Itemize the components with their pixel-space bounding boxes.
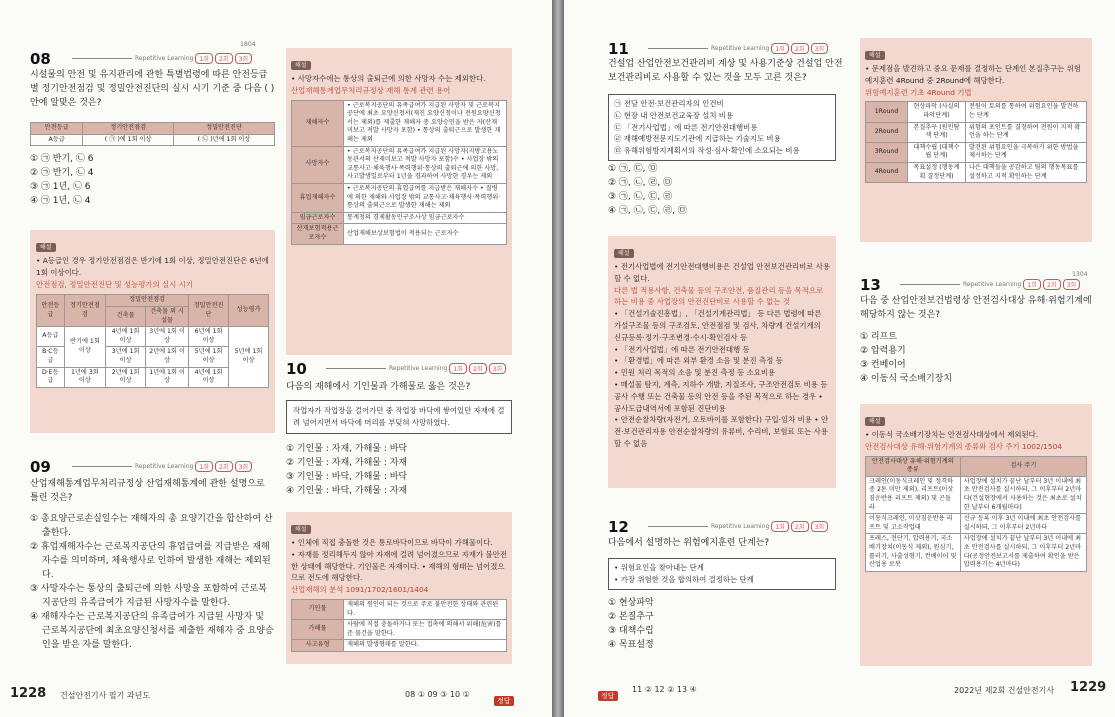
q12-explanation: 해설 • 문제점을 발견하고 중요 문제를 결정하는 단계인 본질추구는 위험예지훈련 4Round 중 2Round에 해당한다. 위험예지훈련 기초 4Round 기법 1Round 현상파악 (사실의 파악단계) 전원이 토의를 통하여 위험요인을 발견하는 단계 2Round 본질추구 (원인탐색 단계) 위험의 포인트를 결정하여 전원이 지적 확인을 하는 단계 3Round 대책수립 (대책수립 단계) 발견된 위험요인을 극복하기 위한 방법을 제시하는 단계 4Round 목표설정 (행동계획 결정단계) 나은 대책들을 공감하고 팀의 행동목표를 설정하고 지적 확인하는 단계	[860, 38, 1092, 242]
q12-number: 12	[608, 518, 629, 536]
q10-question: 다음의 재해에서 기인물과 가해물로 옳은 것은?	[286, 382, 471, 392]
left-page-number: 1228	[10, 686, 47, 701]
q8-period-table: 안전등급 정기안전점검 정밀안전점검 정밀안전진단 성능평가 건축물 건축물 외 시설물 A등급 반기에 1회 이상 4년에 1회 이상 3년에 1회 이상 6년에 1회 이상 5년에 1회 이상 B·C등급 3년에 1회 이상 2년에 1회 이상 5년에 1회 이상 D·E등급 1년에 3회 이상 2년에 1회 이상 1년에 1회 이상 4년에 1회 이상	[36, 294, 269, 387]
option[interactable]: ③ ㉠, ㉡, ㉢, ㉣	[608, 192, 673, 202]
option[interactable]: ② 압력용기	[860, 346, 906, 356]
option[interactable]: ① ㉠ 반기, ㉡ 6	[30, 154, 94, 164]
option[interactable]: ③ 사망자수는 통상의 출퇴근에 의한 사망을 포함하여 근로복지공단의 유족급여가 지급된 사망자수를 말한다.	[30, 584, 267, 608]
option[interactable]: ② 휴업재해자수는 근로복지공단의 휴업급여를 지급받은 재해자수를 의미하며, 체육행사로 인하여 발생한 재해는 제외된다.	[30, 542, 271, 580]
option[interactable]: ① ㉠, ㉢, ㉤	[608, 164, 658, 174]
option[interactable]: ③ 컨베이어	[860, 360, 906, 370]
q8-number: 08	[30, 50, 51, 68]
answer-tag: 정답	[494, 688, 514, 707]
option[interactable]: ④ 이동식 국소배기장치	[860, 374, 953, 384]
q10-repetitive: Repetitive Learning 1회 2회 3회	[326, 363, 506, 374]
q9-terms-table: 재해자수 • 근로복지공단의 유족급여가 지급된 사망자 및 근로복지공단에 최초 요양신청서(재진 요양신청이나 전원요양신청서는 제외)를 제출한 재해자 중 요양승인을 받은 자(산재미보고 적발 사망자 포함) • 통상의 출퇴근으로 발생한 재해는 제외 사망자수 • 근로복지공단의 유족급여가 지급된 사망자(지방고용노동관서의 산재미보고 적발 사망자 포함)수 • 사업장 밖의 교통사고·체육행사·폭력행위·통상의 출퇴근에 의한 사망, 사고발생일로부터 1년을 경과하여 사망한 경우는 제외 휴업재해자수 • 근로복지공단의 휴업급여를 지급받은 재해자수 • 질병에 의한 재해와 사업장 밖의 교통사고·체육행사·폭력행위·통상의 출퇴근으로 발생한 재해는 제외 임금근로자수 통계청의 경제활동인구조사상 임금근로자수 산재보험적용근로자수 산업재해보상보험법이 적용되는 근로자수	[291, 100, 507, 245]
right-page-number: 1229	[1070, 680, 1107, 695]
q12-4round-table: 1Round 현상파악 (사실의 파악단계) 전원이 토의를 통하여 위험요인을 발견하는 단계 2Round 본질추구 (원인탐색 단계) 위험의 포인트를 결정하여 전원이 지적 확인을 하는 단계 3Round 대책수립 (대책수립 단계) 발견된 위험요인을 극복하기 위한 방법을 제시하는 단계 4Round 목표설정 (행동계획 결정단계) 나은 대책들을 공감하고 팀의 행동목표를 설정하고 지적 확인하는 단계	[865, 101, 1087, 183]
left-book-title: 건설안전기사 필기 과년도	[60, 691, 151, 700]
option[interactable]: ④ 목표설정	[608, 640, 654, 650]
q10-options	[286, 442, 407, 498]
q8-grade-table: 안전등급 정기안전점검 정밀안전진단 A등급 ( ㉠ )에 1회 이상 ( ㉡ )년에 1회 이상	[30, 122, 275, 146]
q12-repetitive: Repetitive Learning 1회 2회 3회	[648, 521, 828, 532]
q13-machinery-table: 안전검사대상 유해·위험기계의 종류 검사 주기 크레인(이동식크레인 및 정격하중 2톤 미만 제외), 리프트(이삿짐운반용 리프트 제외) 및 곤돌라 사업장에 설치가 끝난 날부터 3년 이내에 최초 안전검사를 실시하되, 그 이후부터 2년마다(건설현장에서 사용하는 것은 최초로 설치한 날부터 6개월마다) 이동식크레인, 이삿짐운반용 리프트 및 고소작업대 신규 등록 이후 3년 이내에 최초 안전검사를 실시하되, 그 이후부터 2년마다 프레스, 전단기, 압력용기, 국소배기장치(이동식 제외), 원심기, 롤러기, 사출성형기, 컨베이어 및 산업용 로봇 사업장에 설치가 끝난 날부터 3년 이내에 최초 안전검사를 실시하되, 그 이후부터 2년마다(공정안전보고서를 제출하여 확인을 받은 압력용기는 4년마다)	[865, 456, 1087, 572]
q9-number: 09	[30, 458, 51, 476]
option[interactable]: ① 현상파악	[608, 598, 654, 608]
q8-question: 시설물의 안전 및 유지관리에 관한 특별법령에 따른 안전등급별 정기안전점검 및 정밀안전진단의 실시 시기 기준 중 다음 ( ) 안에 알맞은 것은?	[30, 70, 275, 108]
q11-repetitive: Repetitive Learning 1회 2회 3회	[648, 43, 828, 54]
option[interactable]: ③ ㉠ 1년, ㉡ 6	[30, 182, 91, 192]
option[interactable]: ③ 기인물 : 바닥, 가해물 : 바닥	[286, 472, 408, 482]
repetitive-label: Repetitive Learning	[135, 55, 194, 62]
option[interactable]: ② 본질추구	[608, 612, 654, 622]
page-gutter	[552, 0, 564, 717]
q11-question: 건설업 산업안전보건관리비 계상 및 사용기준상 건설업 안전보건관리비로 사용할 수 있는 것을 모두 고른 것은?	[608, 59, 843, 83]
q11-explanation: 해설 • 전기사업법에 전기안전대행비용은 건설업 안전보건관리비로 사용할 수 없다. 다른 법 적용사항, 건축물 등의 구조안전, 품질관리 등을 목적으로 하는 비용 중 사업장의 안전진단비로 사용할 수 없는 것 • 「건설기술진흥법」, 「건설기계관리법」 등 다른 법령에 따른 가설구조물 등의 구조검토, 안전점검 및 검사, 차량계 건설기계의 신규등록·정기·구조변경·수시·확인검사 등 • 「전기사업법」에 따른 전기안전대행 등 • 「환경법」에 따른 외부 환경 소음 및 분진 측정 등 • 민원 처리 목적의 소음 및 분진 측정 등 소요비용 • 매설물 탐지, 계측, 지하수 개발, 지질조사, 구조안전검토 비용 등 공사 수행 또는 건축물 등의 안전 등을 주된 목적으로 하는 경우 • 공사도급내역서에 포함된 진단비용 • 안전순찰차량(자전거, 오토바이를 포함한다) 구입·임차 비용 • 안전·보건관리자용 안전순찰차량의 유류비, 수리비, 보험료 또는 사용할 수 없음	[608, 236, 836, 488]
left-answers: 08 ① 09 ③ 10 ①	[405, 690, 470, 699]
option[interactable]: ④ ㉠ 1년, ㉡ 4	[30, 196, 91, 206]
q10-explanation: 해설 • 인체에 직접 충돌한 것은 통로바닥이므로 바닥이 가해물이다. • 자재를 정리해두지 않아 자재에 걸려 넘어졌으므로 자재가 불안전한 상태에 해당한다. 기인물은 자재이다. • 재해의 형태는 넘어졌으므로 전도에 해당한다. 산업재해의 분석 1091/1702/1601/1404 기인물 재해의 원인이 되는 것으로 주로 불안전한 상태와 관련된다. 가해물 사람에 직접 충돌하거나 또는 접촉에 의해서 위해(危害)를 준 물건을 말한다. 사고유형 재해의 발생형태를 말한다.	[286, 512, 512, 664]
q8-code: 1804	[240, 41, 256, 48]
q10-analysis-table: 기인물 재해의 원인이 되는 것으로 주로 불안전한 상태와 관련된다. 가해물 사람에 직접 충돌하거나 또는 접촉에 의해서 위해(危害)를 준 물건을 말한다. 사고유형 재해의 발생형태를 말한다.	[291, 599, 507, 652]
q9-question: 산업재해통계업무처리규정상 산업재해통계에 관한 설명으로 틀린 것은?	[30, 479, 265, 503]
q13-number: 13	[860, 276, 881, 294]
q11-number: 11	[608, 40, 629, 58]
option[interactable]: ① 리프트	[860, 332, 898, 342]
q13-question: 다음 중 산업안전보건법령상 안전검사대상 유해·위험기계에 해당하지 않는 것은?	[860, 296, 1092, 320]
q13-explanation: 해설 • 이동식 국소배기장치는 안전검사대상에서 제외된다. 안전검사대상 유해·위험기계의 종류와 검사 주기 1002/1504 안전검사대상 유해·위험기계의 종류 검사 주기 크레인(이동식크레인 및 정격하중 2톤 미만 제외), 리프트(이삿짐운반용 리프트 제외) 및 곤돌라 사업장에 설치가 끝난 날부터 3년 이내에 최초 안전검사를 실시하되, 그 이후부터 2년마다(건설현장에서 사용하는 것은 최초로 설치한 날부터 6개월마다) 이동식크레인, 이삿짐운반용 리프트 및 고소작업대 신규 등록 이후 3년 이내에 최초 안전검사를 실시하되, 그 이후부터 2년마다 프레스, 전단기, 압력용기, 국소배기장치(이동식 제외), 원심기, 롤러기, 사출성형기, 컨베이어 및 산업용 로봇 사업장에 설치가 끝난 날부터 3년 이내에 최초 안전검사를 실시하되, 그 이후부터 2년마다(공정안전보고서를 제출하여 확인을 받은 압력용기는 4년마다)	[860, 404, 1092, 666]
option[interactable]: ③ 대책수립	[608, 626, 654, 636]
right-page	[564, 0, 1115, 717]
q12-question: 다음에서 설명하는 위험예지훈련 단계는?	[608, 538, 770, 548]
q10-scenario: 작업자가 작업장을 걸어가던 중 작업장 바닥에 쌓여있던 자재에 걸려 넘어지면서 바닥에 머리를 부딪혀 사망하였다.	[286, 400, 512, 434]
q13-options	[860, 330, 952, 386]
q8-explanation: 해설 • A등급인 경우 정기안전점검은 반기에 1회 이상, 정밀안전진단은 6년에 1회 이상이다. 안전점검, 정밀안전진단 및 성능평가의 실시 시기 안전등급 정기안전점검 정밀안전점검 정밀안전진단 성능평가 건축물 건축물 외 시설물 A등급 반기에 1회 이상 4년에 1회 이상 3년에 1회 이상 6년에 1회 이상 5년에 1회 이상 B·C등급 3년에 1회 이상 2년에 1회 이상 5년에 1회 이상 D·E등급 1년에 3회 이상 2년에 1회 이상 1년에 1회 이상 4년에 1회 이상	[30, 230, 275, 433]
option[interactable]: ① 총요양근로손실일수는 재해자의 총 요양기간을 합산하여 산출한다.	[30, 514, 273, 538]
option[interactable]: ② 기인물 : 자재, 가해물 : 자재	[286, 458, 408, 468]
q8-options	[30, 152, 94, 208]
q8-repetitive: Repetitive Learning 1회 2회 3회	[72, 53, 252, 64]
answer-tag-right: 정답	[598, 683, 618, 702]
q11-options	[608, 162, 687, 218]
option[interactable]: ④ 기인물 : 바닥, 가해물 : 자재	[286, 486, 408, 496]
option[interactable]: ① 기인물 : 자재, 가해물 : 바닥	[286, 444, 408, 454]
left-page	[0, 0, 552, 717]
q13-repetitive: Repetitive Learning 1회 2회 3회	[900, 279, 1080, 290]
q10-number: 10	[286, 360, 307, 378]
option[interactable]: ④ 재해자수는 근로복지공단의 유족급여가 지급된 사망자 및 근로복지공단에 최초요양신청서를 제출한 재해자 중 요양승인을 받은 자를 말한다.	[30, 612, 274, 650]
q11-list-box: ㉠ 전담 안전·보건관리자의 인건비 ㉡ 현장 내 안전보건교육장 설치 비용 ㉢ 「전기사업법」에 따른 전기안전대행비용 ㉣ 재해예방전문지도기관에 지급하는 기술지도 비용 ㉤ 유해위험방지계획서의 작성·심사·확인에 소요되는 비용	[608, 94, 836, 161]
option[interactable]: ④ ㉠, ㉡, ㉢, ㉣, ㉤	[608, 206, 687, 216]
q13-code: 1304	[1072, 271, 1088, 278]
q12-box: • 위험요인을 찾아내는 단계 • 가장 위험한 것을 합의하여 결정하는 단계	[608, 558, 836, 590]
right-exam-title: 2022년 제2회 건설안전기사	[954, 686, 1055, 695]
option[interactable]: ② ㉠, ㉡, ㉣, ㉤	[608, 178, 673, 188]
q12-options	[608, 596, 654, 652]
q9-repetitive: Repetitive Learning 1회 2회 3회	[72, 461, 252, 472]
q9-options	[30, 512, 275, 652]
right-answers: 11 ② 12 ② 13 ④	[632, 685, 697, 694]
option[interactable]: ② ㉠ 반기, ㉡ 4	[30, 168, 94, 178]
q9-explanation: 해설 • 사망자수에는 통상의 출퇴근에 의한 사망자 수는 제외한다. 산업재해통계업무처리규정상 재해 통계 관련 용어 재해자수 • 근로복지공단의 유족급여가 지급된 사망자 및 근로복지공단에 최초 요양신청서(재진 요양신청이나 전원요양신청서는 제외)를 제출한 재해자 중 요양승인을 받은 자(산재미보고 적발 사망자 포함) • 통상의 출퇴근으로 발생한 재해는 제외 사망자수 • 근로복지공단의 유족급여가 지급된 사망자(지방고용노동관서의 산재미보고 적발 사망자 포함)수 • 사업장 밖의 교통사고·체육행사·폭력행위·통상의 출퇴근에 의한 사망, 사고발생일로부터 1년을 경과하여 사망한 경우는 제외 휴업재해자수 • 근로복지공단의 휴업급여를 지급받은 재해자수 • 질병에 의한 재해와 사업장 밖의 교통사고·체육행사·폭력행위·통상의 출퇴근으로 발생한 재해는 제외 임금근로자수 통계청의 경제활동인구조사상 임금근로자수 산재보험적용근로자수 산업재해보상보험법이 적용되는 근로자수	[286, 48, 512, 355]
